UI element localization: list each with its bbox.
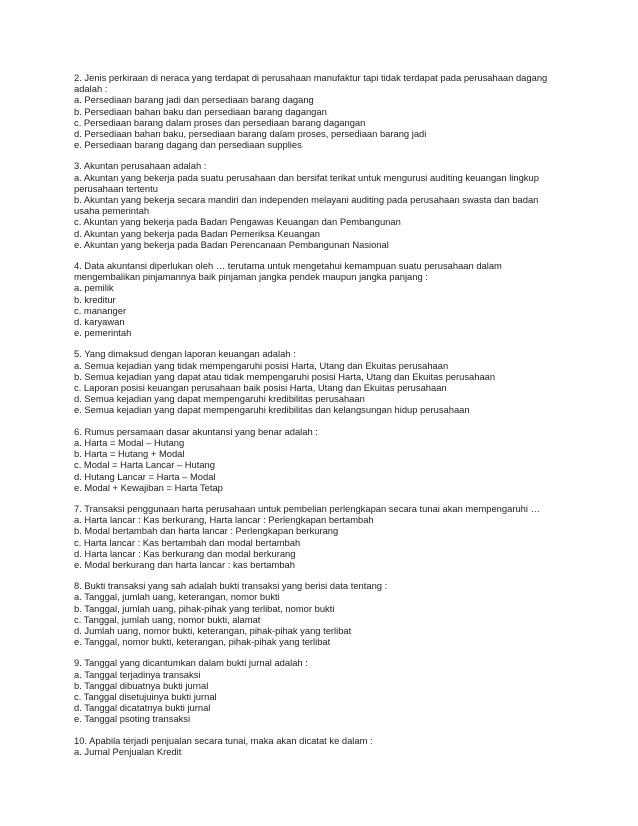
question-stem: 4. Data akuntansi diperlukan oleh … terutama untuk mengetahui kemampuan suatu perusahaan dalam mengembalikan pinjamannya baik pinjaman jangka pendek maupun jangka panjang :	[74, 260, 502, 283]
question-stem: 10. Apabila terjadi penjualan secara tunai, maka akan dicatat ke dalam :	[74, 734, 373, 746]
answer-option: b. Tanggal, jumlah uang, pihak-pihak yang terlibat, nomor bukti	[74, 602, 335, 614]
question-5	[74, 348, 564, 415]
answer-option: c. Laporan posisi keuangan perusahaan baik posisi Harta, Utang dan Ekuitas perusahaan	[74, 382, 447, 394]
answer-option: a. Semua kejadian yang tidak mempengaruhi posisi Harta, Utang dan Ekuitas perusahaan	[74, 359, 449, 371]
answer-option: a. Persediaan barang jadi dan persediaan barang dagang	[74, 94, 314, 106]
answer-option: c. Tanggal disetujuinya bukti jurnal	[74, 690, 217, 702]
answer-option: e. Tanggal psoting transaksi	[74, 713, 191, 725]
answer-option: c. Harta lancar : Kas bertambah dan modal bertambah	[74, 536, 301, 548]
answer-option: a. Jurnal Penjualan Kredit	[74, 745, 182, 757]
answer-option: c. Modal = Harta Lancar – Hutang	[74, 459, 215, 471]
answer-option: b. Modal bertambah dan harta lancar : Perlengkapan berkurang	[74, 525, 339, 537]
question-9	[74, 657, 564, 724]
answer-option: a. Tanggal terjadinya transaksi	[74, 668, 201, 680]
question-8	[74, 580, 564, 647]
answer-option: d. Harta lancar : Kas berkurang dan modal berkurang	[74, 547, 296, 559]
answer-option: c. mananger	[74, 304, 127, 316]
answer-option: b. Semua kejadian yang dapat atau tidak mempengaruhi posisi Harta, Utang dan Ekuitas perusahaan	[74, 370, 496, 382]
answer-option: a. pemilik	[74, 282, 114, 294]
question-4	[74, 260, 564, 338]
answer-option: b. Akuntan yang bekerja secara mandiri dan independen melayani auditing pada perusahaan swasta dan badan usaha pemerintah	[74, 194, 539, 217]
answer-option: a. Akuntan yang bekerja pada suatu perusahaan dan bersifat terikat untuk mengurusi auditing keuangan lingkup perusahaan tertentu	[74, 171, 539, 194]
question-stem: 7. Transaksi penggunaan harta perusahaan untuk pembelian perlengkapan secara tunai akan mempengaruhi …	[74, 502, 540, 514]
question-stem: 3. Akuntan perusahaan adalah :	[74, 160, 207, 172]
question-2	[74, 72, 564, 150]
answer-option: b. Persediaan bahan baku dan persediaan barang dagangan	[74, 105, 327, 117]
answer-option: a. Tanggal, jumlah uang, keterangan, nomor bukti	[74, 591, 280, 603]
question-stem: 6. Rumus persamaan dasar akuntansi yang benar adalah :	[74, 425, 318, 437]
answer-option: e. Akuntan yang bekerja pada Badan Perencanaan Pembangunan Nasional	[74, 238, 389, 250]
question-list	[74, 72, 564, 767]
answer-option: e. Modal berkurang dan harta lancar : kas bertambah	[74, 558, 295, 570]
answer-option: a. Harta lancar : Kas berkurang, Harta lancar : Perlengkapan bertambah	[74, 514, 374, 526]
answer-option: d. Akuntan yang bekerja pada Badan Pemeriksa Keuangan	[74, 227, 321, 239]
answer-option: b. Harta = Hutang + Modal	[74, 448, 185, 460]
answer-option: a. Harta = Modal – Hutang	[74, 436, 185, 448]
answer-option: d. Tanggal dicatatnya bukti jurnal	[74, 702, 211, 714]
answer-option: d. Jumlah uang, nomor bukti, keterangan, pihak-pihak yang terlibat	[74, 624, 352, 636]
answer-option: d. karyawan	[74, 316, 125, 328]
question-stem: 8. Bukti transaksi yang sah adalah bukti transaksi yang berisi data tentang :	[74, 580, 388, 592]
answer-option: e. Persediaan barang dagang dan persediaan supplies	[74, 139, 302, 151]
answer-option: d. Semua kejadian yang dapat mempengaruhi kredibilitas perusahaan	[74, 393, 365, 405]
answer-option: e. pemerintah	[74, 327, 132, 339]
question-stem: 2. Jenis perkiraan di neraca yang terdapat di perusahaan manufaktur tapi tidak terdapat pada perusahaan dagang adalah :	[74, 72, 548, 95]
answer-option: d. Hutang Lancar = Harta – Modal	[74, 470, 216, 482]
answer-option: e. Tanggal, nomor bukti, keterangan, pihak-pihak yang terlibat	[74, 636, 331, 648]
question-7	[74, 503, 564, 570]
question-6	[74, 426, 564, 493]
question-stem: 5. Yang dimaksud dengan laporan keuangan adalah :	[74, 348, 296, 360]
answer-option: e. Modal + Kewajiban = Harta Tetap	[74, 481, 223, 493]
answer-option: b. kreditur	[74, 293, 116, 305]
answer-option: c. Akuntan yang bekerja pada Badan Pengawas Keuangan dan Pembangunan	[74, 216, 401, 228]
answer-option: c. Persediaan barang dalam proses dan persediaan barang dagangan	[74, 116, 366, 128]
question-10	[74, 735, 564, 757]
answer-option: b. Tanggal dibuatnya bukti jurnal	[74, 679, 209, 691]
answer-option: e. Semua kejadian yang dapat mempengaruhi kredibilitas dan kelangsungan hidup perusahaan	[74, 404, 470, 416]
answer-option: c. Tanggal, jumlah uang, nomor bukti, alamat	[74, 613, 261, 625]
question-stem: 9. Tanggal yang dicantumkan dalam bukti jurnal adalah :	[74, 657, 308, 669]
question-3	[74, 160, 564, 250]
answer-option: d. Persediaan bahan baku, persediaan barang dalam proses, persediaan barang jadi	[74, 128, 427, 140]
